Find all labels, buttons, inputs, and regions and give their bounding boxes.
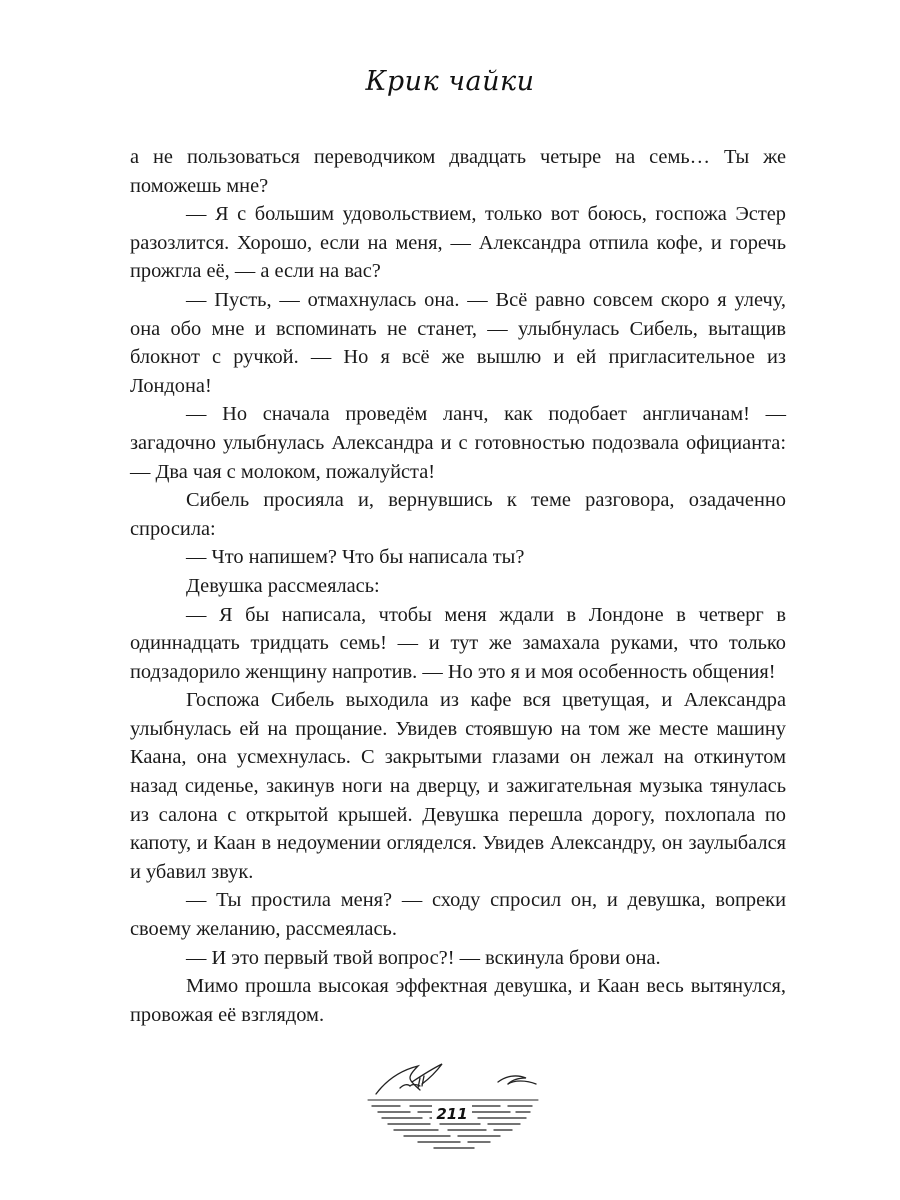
paragraph: — Я с большим удовольствием, только вот боюсь, госпожа Эстер разозлится. Хорошо, если на меня, — Александра отпила кофе, и горечь прожгла её, — а если на вас? [130, 203, 786, 283]
paragraph: — Но сначала проведём ланч, как подобает англичанам! — загадочно улыбнулась Александра и с готовностью подозвала официанта: — Два чая с молоком, пожалуйста! [130, 403, 786, 483]
paragraph: — Пусть, — отмахнулась она. — Всё равно совсем скоро я улечу, она обо мне и вспоминать не станет, — улыбнулась Сибель, вытащив блокнот с ручкой. — Но я всё же вышлю и ей пригласительное из Лондона! [130, 288, 786, 397]
paragraph: Сибель просияла и, вернувшись к теме разговора, озадаченно спросила: [130, 489, 786, 540]
paragraph: — И это первый твой вопрос?! — вскинула брови она. [186, 946, 661, 969]
body-text [130, 143, 786, 1029]
paragraph: Мимо прошла высокая эффектная девушка, и Каан весь вытянулся, провожая её взглядом. [130, 975, 786, 1026]
paragraph: а не пользоваться переводчиком двадцать четыре на семь… Ты же поможешь мне? [130, 146, 786, 197]
paragraph: — Что напишем? Что бы написала ты? [186, 546, 525, 569]
paragraph: Госпожа Сибель выходила из кафе вся цветущая, и Александра улыбнулась ей на прощание. Увидев стоявшую на том же месте машину Каана, она усмехнулась. С закрытыми глазами он лежал на откинутом назад сиденье, закинув ноги на дверцу, и зажигательная музыка тянулась из салона с открытой крышей. Девушка перешла дорогу, похлопала по капоту, и Каан в недоумении огляделся. Увидев Александру, он заулыбался и убавил звук. [130, 689, 786, 883]
paragraph: Девушка рассмеялась: [186, 574, 380, 597]
running-title: Крик чайки [365, 66, 535, 97]
page-number: 211 [432, 1105, 472, 1123]
paragraph: — Ты простила меня? — сходу спросил он, и девушка, вопреки своему желанию, рассмеялась. [130, 889, 786, 941]
paragraph: — Я бы написала, чтобы меня ждали в Лондоне в четверг в одиннадцать тридцать семь! — и тут же замахала руками, что только подзадорило женщину напротив. — Но это я и моя особенность общения! [130, 603, 786, 683]
